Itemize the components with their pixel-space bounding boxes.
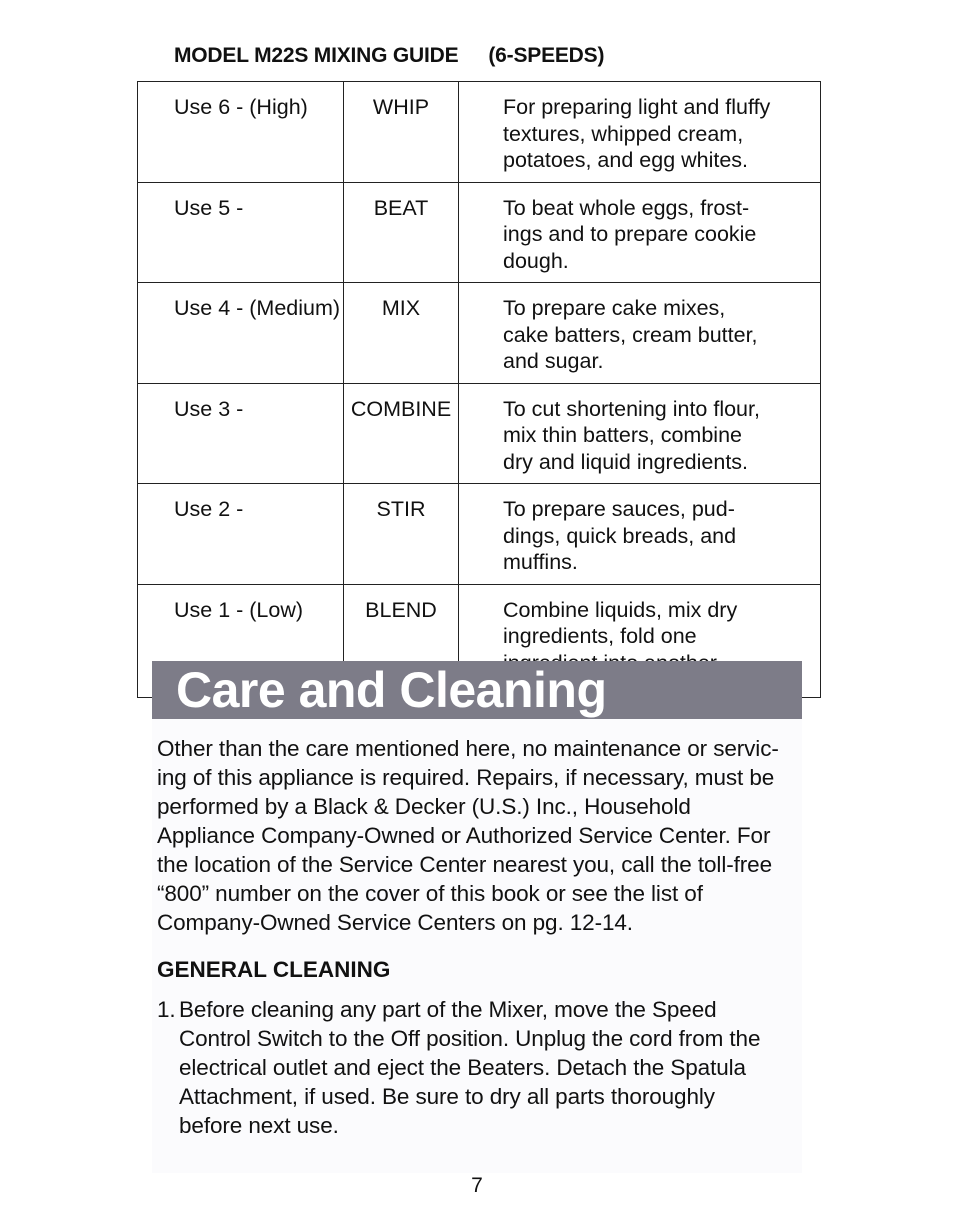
speed-cell: Use 4 - (Medium) [138, 283, 344, 384]
speed-cell: Use 6 - (High) [138, 82, 344, 183]
step-line: before next use. [179, 1113, 339, 1138]
action-cell: COMBINE [344, 383, 459, 484]
speed-cell: Use 3 - [138, 383, 344, 484]
description-cell [459, 383, 821, 484]
step-line: Attachment, if used. Be sure to dry all parts thoroughly [179, 1084, 715, 1109]
paragraph-line: performed by a Black & Decker (U.S.) Inc., Household [157, 794, 691, 819]
description-line: dry and liquid ingredients. [503, 449, 749, 474]
table-row [138, 383, 821, 484]
step-line: electrical outlet and eject the Beaters. Detach the Spatula [179, 1055, 746, 1080]
table-row [138, 182, 821, 283]
speed-cell: Use 1 - (Low) [138, 584, 344, 697]
general-cleaning-subheading: GENERAL CLEANING [157, 957, 391, 982]
speeds-label: (6-SPEEDS) [488, 44, 605, 67]
description-line: To cut shortening into flour, [503, 396, 760, 421]
mixing-guide-title [174, 44, 604, 68]
paragraph-line: the location of the Service Center nearest you, call the toll-free [157, 852, 772, 877]
paragraph-line: ing of this appliance is required. Repairs, if necessary, must be [157, 765, 775, 790]
paragraph-line: Other than the care mentioned here, no maintenance or servic- [157, 736, 779, 761]
intro-paragraph [157, 734, 807, 937]
paragraph-line: Company-Owned Service Centers on pg. 12-14. [157, 910, 633, 935]
description-line: mix thin batters, combine [503, 423, 742, 447]
care-cleaning-banner [152, 661, 802, 719]
action-cell: BEAT [344, 182, 459, 283]
step-line: Control Switch to the Off position. Unplug the cord from the [179, 1026, 761, 1051]
paragraph-line: Appliance Company-Owned or Authorized Service Center. For [157, 823, 771, 848]
description-line: dings, quick breads, and [503, 523, 737, 548]
action-cell: STIR [344, 484, 459, 585]
description-cell [459, 82, 821, 183]
description-line: cake batters, cream butter, [503, 322, 758, 347]
description-cell [459, 484, 821, 585]
mixing-guide-table [137, 81, 821, 698]
description-line: textures, whipped cream, [503, 121, 744, 146]
description-line: and sugar. [503, 349, 604, 373]
section-heading: Care and Cleaning [176, 662, 607, 718]
description-line: Combine liquids, mix dry [503, 597, 738, 622]
description-line: muffins. [503, 550, 578, 574]
description-line: To beat whole eggs, frost- [503, 195, 750, 220]
description-line: For preparing light and fluffy [503, 95, 771, 119]
description-line: potatoes, and egg whites. [503, 148, 749, 172]
table-row [138, 82, 821, 183]
speed-cell: Use 5 - [138, 182, 344, 283]
paragraph-line: “800” number on the cover of this book or see the list of [157, 881, 703, 906]
speed-cell: Use 2 - [138, 484, 344, 585]
description-line: ingredients, fold one [503, 624, 697, 648]
action-cell: BLEND [344, 584, 459, 697]
description-cell [459, 283, 821, 384]
action-cell: WHIP [344, 82, 459, 183]
table-row [138, 283, 821, 384]
action-cell: MIX [344, 283, 459, 384]
description-line: ings and to prepare cookie [503, 222, 757, 246]
description-line: To prepare sauces, pud- [503, 497, 735, 521]
table-row [138, 484, 821, 585]
description-line: dough. [503, 248, 569, 273]
page-number: 7 [471, 1174, 483, 1197]
mixing-guide-title-text: MODEL M22S MIXING GUIDE [174, 44, 459, 67]
step-number: 1. [157, 997, 176, 1022]
description-cell [459, 182, 821, 283]
description-line: To prepare cake mixes, [503, 296, 726, 320]
step-line: Before cleaning any part of the Mixer, move the Speed [179, 997, 717, 1022]
step-text [179, 995, 760, 1140]
